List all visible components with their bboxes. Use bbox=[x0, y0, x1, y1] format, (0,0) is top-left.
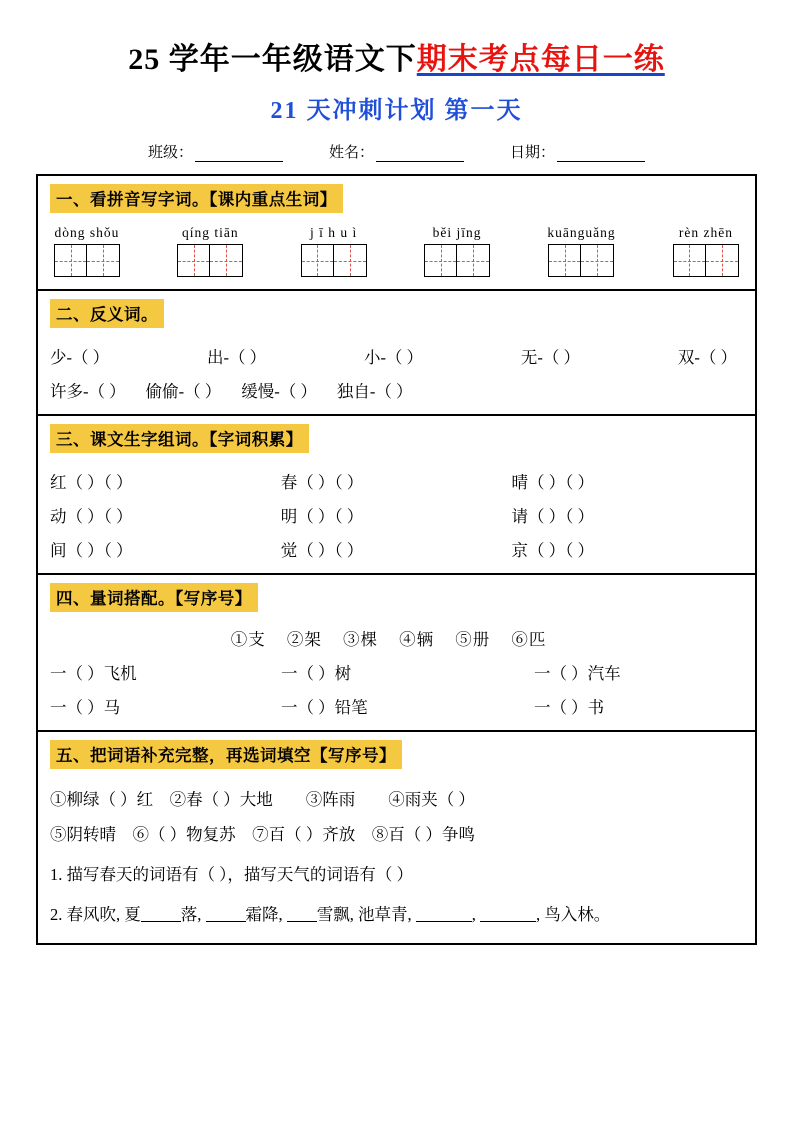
title-black-part: 25 学年一年级语文下 bbox=[128, 43, 417, 76]
antonym-item[interactable]: 缓慢-（ ） bbox=[241, 382, 317, 401]
date-label: 日期： bbox=[510, 145, 556, 161]
tianzige-cell[interactable] bbox=[54, 244, 87, 277]
antonym-item[interactable]: 双-（ ） bbox=[677, 348, 737, 367]
q2-part2: 落, bbox=[180, 905, 206, 924]
tianzige-boxes[interactable] bbox=[54, 244, 120, 277]
class-blank[interactable] bbox=[195, 147, 283, 162]
phrase-row[interactable]: ①柳绿（ ）红 ②春（ ）大地 ③阵雨 ④雨夹（ ） bbox=[50, 790, 475, 809]
fill-question-2[interactable] bbox=[50, 901, 743, 925]
section-antonyms bbox=[38, 291, 755, 416]
q2-part3: 霜降, bbox=[245, 905, 287, 924]
pinyin-item bbox=[301, 225, 367, 277]
word-building-item[interactable]: 晴（ ）（ ） bbox=[511, 473, 595, 492]
q2-part5: , bbox=[471, 905, 480, 924]
antonym-item[interactable]: 少-（ ） bbox=[50, 348, 110, 367]
page-subtitle: 21 天冲刺计划 第一天 bbox=[270, 98, 523, 124]
tianzige-cell[interactable] bbox=[581, 244, 614, 277]
section-word-building bbox=[38, 416, 755, 575]
measure-option[interactable]: ②架 bbox=[286, 630, 322, 649]
name-label: 姓名： bbox=[328, 145, 374, 161]
tianzige-boxes[interactable] bbox=[424, 244, 490, 277]
word-building-item[interactable]: 觉（ ）（ ） bbox=[280, 541, 364, 560]
date-blank[interactable] bbox=[557, 147, 645, 162]
pinyin-text: běi jīng bbox=[432, 225, 482, 240]
date-field bbox=[510, 141, 645, 162]
antonym-row bbox=[50, 378, 743, 402]
pinyin-text: dòng shǒu bbox=[54, 225, 120, 240]
phrase-row[interactable]: ⑤阴转晴 ⑥（ ）物复苏 ⑦百（ ）齐放 ⑧百（ ）争鸣 bbox=[50, 825, 475, 844]
tianzige-boxes[interactable] bbox=[301, 244, 367, 277]
measure-option[interactable]: ⑥匹 bbox=[511, 630, 547, 649]
tianzige-boxes[interactable] bbox=[177, 244, 243, 277]
class-label: 班级： bbox=[147, 145, 193, 161]
pinyin-text: rèn zhēn bbox=[678, 225, 733, 240]
word-building-item[interactable]: 红（ ）（ ） bbox=[50, 473, 133, 492]
tianzige-cell[interactable] bbox=[210, 244, 243, 277]
q2-blank-4[interactable] bbox=[416, 907, 472, 922]
word-building-item[interactable]: 间（ ）（ ） bbox=[50, 541, 133, 560]
pinyin-text: qíng tiān bbox=[182, 225, 239, 240]
measure-word-item[interactable]: 一（ ）飞机 bbox=[50, 664, 137, 683]
word-building-item[interactable]: 京（ ）（ ） bbox=[511, 541, 595, 560]
measure-option[interactable]: ④辆 bbox=[399, 630, 435, 649]
tianzige-cell[interactable] bbox=[334, 244, 367, 277]
antonym-item[interactable]: 小-（ ） bbox=[363, 348, 424, 367]
measure-word-item[interactable]: 一（ ）马 bbox=[50, 698, 121, 717]
tianzige-boxes[interactable] bbox=[548, 244, 614, 277]
tianzige-cell[interactable] bbox=[706, 244, 739, 277]
section-measure-words bbox=[38, 575, 755, 732]
section-complete-phrases bbox=[38, 732, 755, 945]
q2-blank-1[interactable] bbox=[141, 907, 181, 922]
tianzige-cell[interactable] bbox=[301, 244, 334, 277]
word-building-row bbox=[50, 503, 743, 527]
fill-question-1[interactable]: 1. 描写春天的词语有（ ），描写天气的词语有（ ） bbox=[50, 865, 413, 884]
section-1-heading: 一、看拼音写字词。【课内重点生词】 bbox=[50, 184, 343, 213]
q2-blank-3[interactable] bbox=[287, 907, 317, 922]
section-4-heading: 四、量词搭配。【写序号】 bbox=[50, 583, 258, 612]
pinyin-item bbox=[54, 225, 120, 277]
tianzige-cell[interactable] bbox=[87, 244, 120, 277]
pinyin-item bbox=[673, 225, 739, 277]
measure-word-row bbox=[50, 660, 743, 684]
name-field bbox=[329, 141, 464, 162]
q2-part4: 雪飘, 池草青, bbox=[316, 905, 416, 924]
antonym-item[interactable]: 独自-（ ） bbox=[336, 382, 413, 401]
word-building-item[interactable]: 春（ ）（ ） bbox=[280, 473, 364, 492]
section-pinyin bbox=[38, 176, 755, 291]
measure-word-options bbox=[50, 626, 743, 650]
page-title bbox=[36, 34, 757, 78]
word-building-row bbox=[50, 469, 743, 493]
pinyin-item bbox=[547, 225, 615, 277]
q2-part1: 2. 春风吹, 夏 bbox=[50, 905, 141, 924]
section-3-heading: 三、课文生字组词。【字词积累】 bbox=[50, 424, 309, 453]
antonym-item[interactable]: 无-（ ） bbox=[520, 348, 581, 367]
antonym-item[interactable]: 许多-（ ） bbox=[50, 382, 126, 401]
exercise-frame bbox=[36, 174, 757, 945]
measure-option[interactable]: ③棵 bbox=[342, 630, 378, 649]
tianzige-cell[interactable] bbox=[548, 244, 581, 277]
pinyin-text: kuānguǎng bbox=[547, 225, 616, 240]
measure-word-row bbox=[50, 694, 743, 718]
word-building-row bbox=[50, 537, 743, 561]
measure-word-item[interactable]: 一（ ）书 bbox=[534, 698, 605, 717]
pinyin-grid bbox=[50, 225, 743, 277]
pinyin-text: j ī h u ì bbox=[310, 225, 358, 240]
antonym-row bbox=[50, 344, 743, 368]
tianzige-boxes[interactable] bbox=[673, 244, 739, 277]
name-blank[interactable] bbox=[376, 147, 464, 162]
tianzige-cell[interactable] bbox=[457, 244, 490, 277]
section-2-heading: 二、反义词。 bbox=[50, 299, 164, 328]
tianzige-cell[interactable] bbox=[673, 244, 706, 277]
pinyin-item bbox=[424, 225, 490, 277]
student-info-row bbox=[36, 141, 757, 162]
pinyin-item bbox=[177, 225, 243, 277]
tianzige-cell[interactable] bbox=[177, 244, 210, 277]
measure-word-item[interactable]: 一（ ）汽车 bbox=[534, 664, 621, 683]
measure-option[interactable]: ⑤册 bbox=[455, 630, 491, 649]
tianzige-cell[interactable] bbox=[424, 244, 457, 277]
measure-word-item[interactable]: 一（ ）树 bbox=[281, 664, 352, 683]
class-field bbox=[148, 141, 283, 162]
word-building-item[interactable]: 动（ ）（ ） bbox=[50, 507, 133, 526]
antonym-item[interactable]: 偷偷-（ ） bbox=[145, 382, 222, 401]
q2-blank-2[interactable] bbox=[206, 907, 246, 922]
q2-part6: , 鸟入林。 bbox=[536, 905, 611, 924]
word-building-item[interactable]: 请（ ）（ ） bbox=[511, 507, 595, 526]
measure-word-item[interactable]: 一（ ）铅笔 bbox=[281, 698, 368, 717]
title-red-part: 期末考点每日一练 bbox=[416, 43, 665, 76]
antonym-item[interactable]: 出-（ ） bbox=[206, 348, 267, 367]
q2-blank-5[interactable] bbox=[480, 907, 536, 922]
measure-option[interactable]: ①支 bbox=[230, 630, 266, 649]
word-building-item[interactable]: 明（ ）（ ） bbox=[280, 507, 364, 526]
section-5-heading: 五、把词语补充完整，再选词填空【写序号】 bbox=[50, 740, 402, 769]
